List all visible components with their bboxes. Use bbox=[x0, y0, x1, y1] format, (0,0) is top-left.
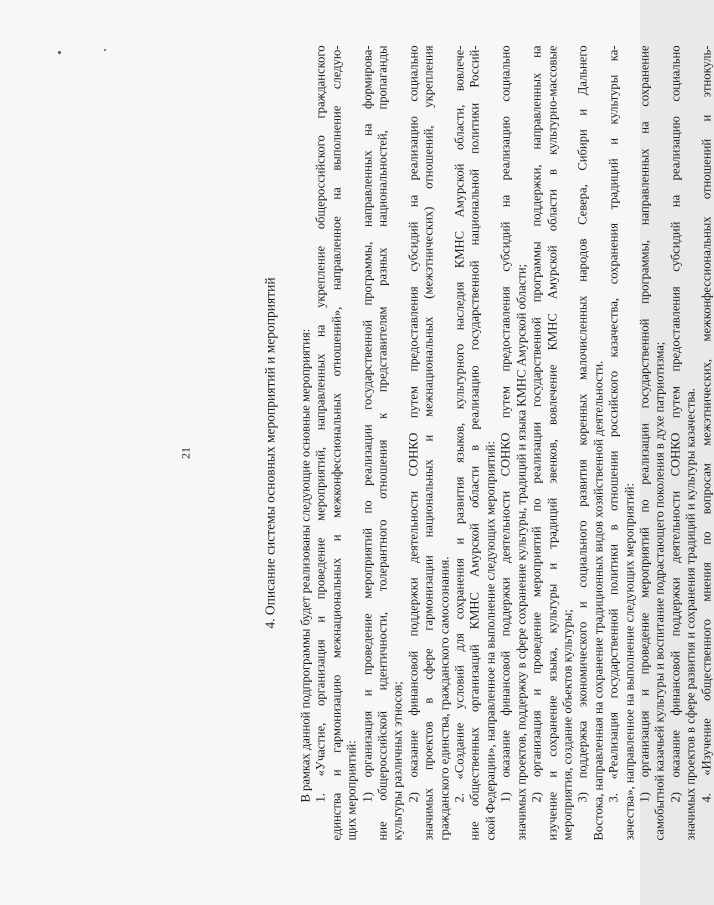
text-line: 1) организация и проведение мероприятий по реализации государственной программы, направленных на сохранение bbox=[636, 45, 651, 802]
text-line: изучение и сохранение языка, культуры и традиций эвенков, вовлечение КМНС Амурской области в культурно-массовые bbox=[544, 45, 559, 840]
text-line: гражданского единства, гражданского самосознания. bbox=[436, 556, 451, 840]
text-line: 1) организация и проведение мероприятий по реализации государственной программы, направленных на формирова- bbox=[359, 45, 374, 802]
text-line: значимых проектов в сфере развития и сохранения традиций и культуры казачества. bbox=[683, 387, 698, 840]
text-line: 2. «Создание условий для сохранения и развития языков, культурного наследия КМНС Амурской области, вовлече- bbox=[452, 45, 467, 802]
text-line: 2) оказание финансовой поддержки деятельности СОНКО путем предоставления субсидий на реализацию социально bbox=[667, 45, 682, 802]
text-line: 3) поддержка экономического и социального развития коренных малочисленных народов Севера, Сибири и Дальнего bbox=[575, 45, 590, 802]
text-line: зачества», направленное на выполнение следующих мероприятий: bbox=[621, 482, 636, 840]
text-line: 2) организация и проведение мероприятий по реализации государственной программы поддержки, направленных на bbox=[529, 45, 544, 802]
text-line: ской Федерации», направленное на выполнение следующих мероприятий: bbox=[482, 440, 497, 840]
text-line: значимых проектов, поддержку в сфере сохранение культуры, традиций и языка КМНС Амурской области; bbox=[513, 263, 528, 840]
text-line: ние общественных организаций КМНС Амурской области в реализацию государственной национальной политики Россий- bbox=[467, 45, 482, 840]
body-text bbox=[298, 45, 714, 840]
text-line: культуры различных этносов; bbox=[390, 680, 405, 840]
page-number: 21 bbox=[178, 446, 192, 459]
text-line: ние общероссийской идентичности, толерантного отношения к представителям разных национальностей, пропаганды bbox=[375, 45, 390, 840]
text-line: самобытной казачьей культуры и воспитание подрастающего поколения в духе патриотизма; bbox=[652, 341, 667, 840]
text-line: 1) оказание финансовой поддержки деятельности СОНКО путем предоставления субсидий на реализацию социально bbox=[498, 45, 513, 802]
text-line: мероприятия, создание объектов культуры; bbox=[559, 608, 574, 840]
text-line: 3. «Реализация государственной политики в отношении российского казачества, сохранения традиций и культуры ка- bbox=[606, 45, 621, 802]
text-line: 4. «Изучение общественного мнения по вопросам межэтнических, межконфессиональных отношений и этнокуль- bbox=[698, 45, 713, 802]
section-heading: 4. Описание системы основных мероприятий и мероприятий bbox=[262, 276, 277, 629]
text-line: единства и гармонизацию межнациональных и межконфессиональных отношений», направленное на выполнение следую- bbox=[328, 45, 343, 840]
text-line: значимых проектов в сфере гармонизации национальных и межнациональных (межэтнических) отношений, укрепления bbox=[421, 45, 436, 840]
text-line: Востока, направленная на сохранение традиционных видов хозяйственной деятельности. bbox=[590, 360, 605, 840]
text-line: В рамках данной подпрограммы будет реализованы следующие основные мероприятия: bbox=[298, 328, 312, 802]
text-line: 2) оказание финансовой поддержки деятельности СОНКО путем предоставления субсидий на реализацию социально bbox=[405, 45, 420, 802]
text-line: 1. «Участие, организация и проведение мероприятий, направленных на укрепление общероссийского гражданского bbox=[313, 45, 328, 802]
text-line: щих мероприятий: bbox=[344, 739, 359, 840]
